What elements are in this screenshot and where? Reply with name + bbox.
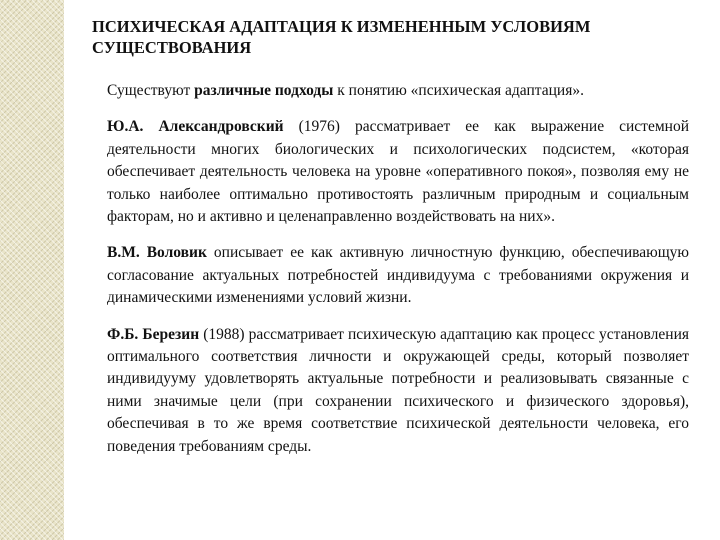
paragraph-text: описывает ее как активную личностную функцию, обеспечивающую согласование актуальных потребностей индивидуума с требованиями окружения и динамическими изменениями условий жизни. <box>107 244 689 307</box>
paragraph-aleksandrovsky <box>107 116 689 228</box>
paragraph-volovik <box>107 242 689 309</box>
intro-paragraph <box>107 80 689 102</box>
intro-bold-phrase: различные подходы <box>194 82 334 99</box>
author-name: В.М. Воловик <box>107 244 207 262</box>
slide-content <box>107 80 689 458</box>
intro-text-after: к понятию «психическая адаптация». <box>333 82 584 99</box>
paragraph-text: (1988) рассматривает психическую адаптацию как процесс установления оптимального соответствия личности и окружающей среды, который позволяет индивидууму удовлетворять актуальные потребности и реализовывать связанные с ними значимые цели (при сохранении психического и физического здоровья), обеспечивая в то же время соответствие психической деятельности человека, его поведения требованиям среды. <box>107 325 690 455</box>
slide-title-line-2: СУЩЕСТВОВАНИЯ <box>92 38 252 57</box>
slide-title <box>92 16 692 58</box>
intro-text-before: Существуют <box>107 82 195 99</box>
author-name: Ф.Б. Березин <box>107 325 200 343</box>
author-name: Ю.А. Александровский <box>107 118 284 136</box>
slide-title-line-1: ПСИХИЧЕСКАЯ АДАПТАЦИЯ К ИЗМЕНЕННЫМ УСЛОВИЯМ <box>92 17 591 36</box>
decorative-side-band <box>0 0 64 540</box>
paragraph-text: (1976) рассматривает ее как выражение системной деятельности многих биологических и психологических подсистем, «которая обеспечивает деятельность человека на уровне «оперативного покоя», позволяя ему не только наиболее оптимально противостоять различным природным и социальным факторам, но и активно и целенаправленно воздействовать на них». <box>107 118 689 226</box>
paragraph-berezin <box>107 324 689 458</box>
